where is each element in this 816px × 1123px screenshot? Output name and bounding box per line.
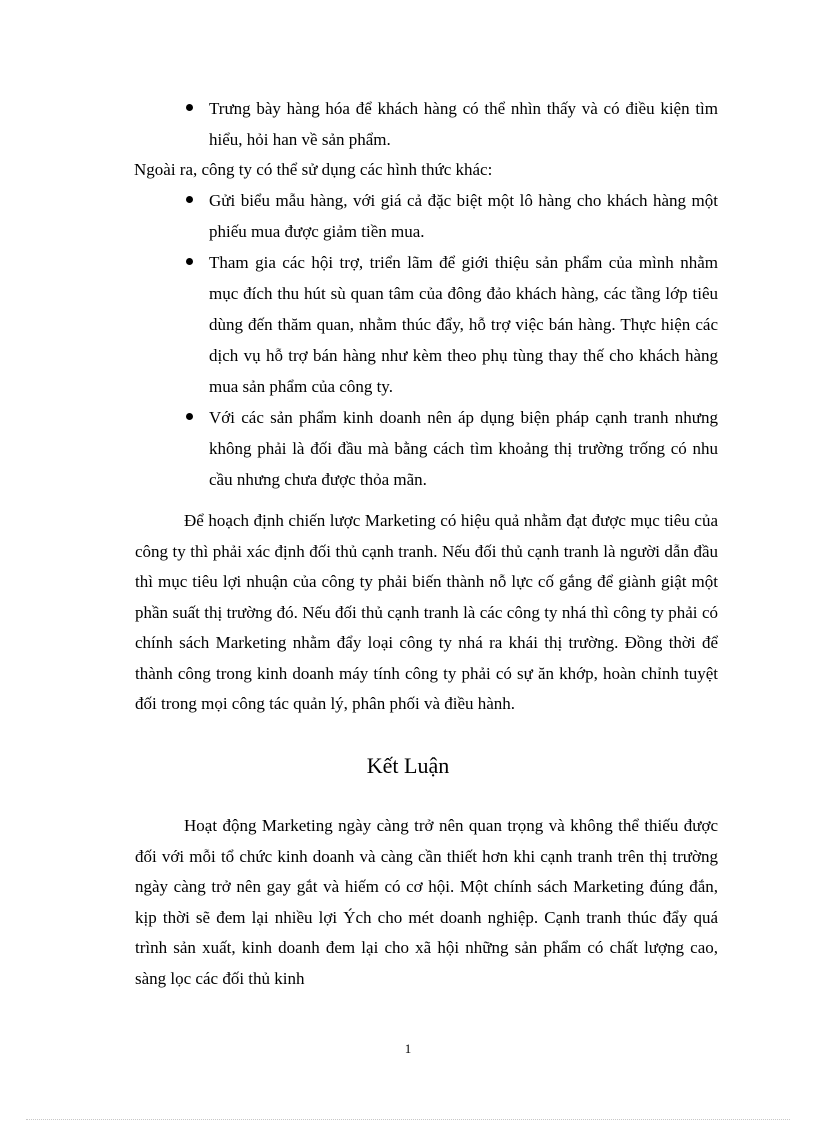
strategy-paragraph: Để hoạch định chiến lược Marketing có hiệu quả nhằm đạt được mục tiêu của công ty thì phải xác định đối thủ cạnh tranh. Nếu đối thủ cạnh tranh là người dẫn đầu thì mục tiêu lợi nhuận của công ty phải biến thành nỗ lực cố gắng để giành giật một phần suất thị trường đó. Nếu đối thủ cạnh tranh là các công ty nhá thì công ty phải có chính sách Marketing nhằm đẩy loại công ty nhá ra khái thị trường. Đồng thời để thành công trong kinh doanh máy tính công ty phải có sự ăn khớp, hoàn chỉnh tuyệt đối trong mọi công tác quản lý, phân phối và điều hành. xyxy=(135,511,718,713)
page-bottom-divider xyxy=(26,1119,790,1120)
bullet-icon xyxy=(186,413,193,420)
bullet-text: Với các sản phẩm kinh doanh nên áp dụng biện pháp cạnh tranh nhưng không phải là đối đầu mà bằng cách tìm khoảng thị trường trống có nhu cầu nhưng chưa được thỏa mãn. xyxy=(209,408,718,489)
bullet-list-display xyxy=(186,93,718,155)
intro-line: Ngoài ra, công ty có thể sử dụng các hình thức khác: xyxy=(134,160,493,179)
bullet-text: Trưng bày hàng hóa để khách hàng có thể nhìn thấy và có điều kiện tìm hiểu, hỏi han về sản phẩm. xyxy=(209,99,718,149)
bullet-list-other-forms xyxy=(186,185,718,495)
bullet-icon xyxy=(186,196,193,203)
bullet-icon xyxy=(186,104,193,111)
list-item xyxy=(186,402,718,495)
bullet-text: Tham gia các hội trợ, triển lãm để giới thiệu sản phẩm của mình nhằm mục đích thu hút sù quan tâm của đông đảo khách hàng, các tầng lớp tiêu dùng đến thăm quan, nhằm thúc đẩy, hỗ trợ việc bán hàng. Thực hiện các dịch vụ hỗ trợ bán hàng như kèm theo phụ tùng thay thế cho khách hàng mua sản phẩm của công ty. xyxy=(209,253,718,396)
list-item xyxy=(186,247,718,402)
page-number: 1 xyxy=(404,1041,412,1056)
list-item xyxy=(186,93,718,155)
conclusion-heading: Kết Luận xyxy=(366,753,450,778)
bullet-text: Gửi biểu mẫu hàng, với giá cả đặc biệt một lô hàng cho khách hàng một phiếu mua được giảm tiền mua. xyxy=(209,191,718,241)
conclusion-paragraph: Hoạt động Marketing ngày càng trở nên quan trọng và không thể thiếu được đối với mỗi tổ chức kinh doanh và càng cần thiết hơn khi cạnh tranh trên thị trường ngày càng trở nên gay gắt và hiếm có cơ hội. Một chính sách Marketing đúng đắn, kịp thời sẽ đem lại nhiều lợi Ých cho mét doanh nghiệp. Cạnh tranh thúc đẩy quá trình sản xuất, kinh doanh đem lại cho xã hội những sản phẩm có chất lượng cao, sàng lọc các đối thủ kinh xyxy=(135,816,718,988)
bullet-icon xyxy=(186,258,193,265)
list-item xyxy=(186,185,718,247)
